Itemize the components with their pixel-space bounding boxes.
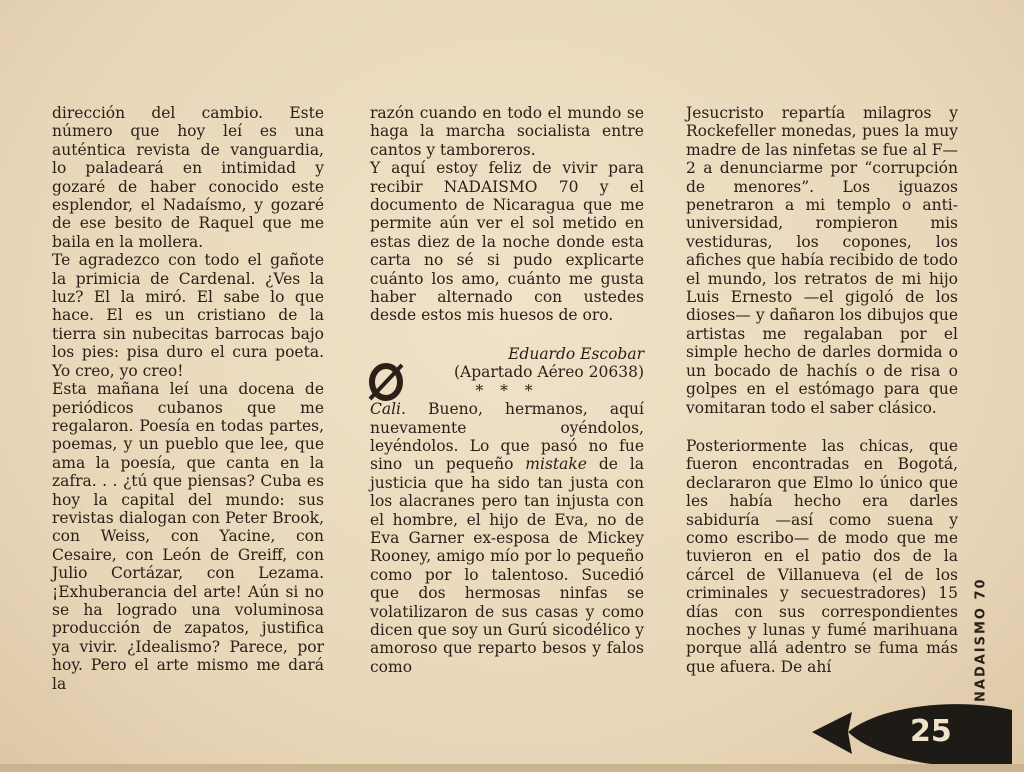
column1-paragraph-2: Te agradezco con todo el gañote la primicia de Cardenal. ¿Ves la luz? El la miró. El sabe lo que hace. El es un cristiano de la tierra sin nubecitas barrocas bajo los pies: pisa duro el cura poeta. Yo creo, yo creo! — [52, 251, 324, 380]
signature-name: Eduardo Escobar — [508, 344, 644, 363]
column1-paragraph-3: Esta mañana leí una docena de periódicos cubanos que me regalaron. Poesía en todas partes, poemas, y un pueblo que lee, que ama la poesía, que canta en la zafra. . . ¿tú que piensas? Cuba es hoy la capital del mundo: sus revistas dialogan con Peter Brook, con Weiss, con Yacine, con Cesaire, con León de Greiff, con Julio Cortázar, con Lezama. ¡Exhuberancia del arte! Aún si no se ha logrado una voluminosa producción de zapatos, justifica ya vivir. ¿Idealismo? Parece, por hoy. Pero el arte mismo me dará la — [52, 380, 324, 693]
nadaismo-logo-icon — [364, 359, 408, 403]
column3-paragraph-1: Jesucristo repartía milagros y Rockefeller monedas, pues la muy madre de las ninfetas se fue al F—2 a denunciarme por “corrupción de menores”. Los iguazos penetraron a mi templo o anti-universidad, rompieron mis vestiduras, los copones, los afiches que había recibido de todo el mundo, los retratos de mi hijo Luis Ernesto —el gigoló de los dioses— y dañaron los dibujos que artistas me regalaban por el simple hecho de darles dormida o un bocado de hachís o de risa o golpes en el estómago para que vomitaran todo el saber clásico. — [686, 104, 958, 417]
column2-paragraph-3-part-b: de la justicia que ha sido tan justa con los alacranes pero tan injusta con el hombre, el hijo de Eva, no de Eva Garner ex-esposa de Mickey Rooney, amigo mío por lo pequeño como por lo talentoso. Sucedió que dos hermosas ninfas se volatilizaron de sus casas y como dicen que soy un Gurú sicodélico y amoroso que reparto besos y falos como — [370, 455, 644, 676]
signature-address: (Apartado Aéreo 20638) — [453, 363, 644, 382]
page-bottom-edge — [0, 764, 1024, 772]
column1-paragraph-1: dirección del cambio. Este número que hoy leí es una auténtica revista de vanguardia, lo paladeará en intimidad y gozaré de haber conocido este esplendor, el Nadaísmo, y gozaré de ese besito de Raquel que me baila en la mollera. — [52, 104, 324, 251]
magazine-title-vertical: NADAISMO 70 — [973, 577, 989, 703]
column2-paragraph-3 — [370, 400, 644, 676]
page-number: 25 — [910, 714, 952, 749]
text-column-3 — [686, 104, 958, 676]
dateline: Cali. — [370, 400, 406, 419]
column2-paragraph-1: razón cuando en todo el mundo se haga la marcha socialista entre cantos y tamboreros. — [370, 104, 644, 159]
column3-paragraph-2: Posteriormente las chicas, que fueron encontradas en Bogotá, declararon que Elmo lo único que les había hecho era darles sabiduría —así como suena y como escribo— de modo que me tuvieron en el patio dos de la cárcel de Villanueva (el de los criminales y secuestradores) 15 días con sus correspondientes noches y lunas y fumé marihuana porque allá adentro se fuma más que afuera. De ahí — [686, 436, 958, 676]
column2-paragraph-2: Y aquí estoy feliz de vivir para recibir NADAISMO 70 y el documento de Nicaragua que me permite aún ver el sol metido en estas diez de la noche donde esta carta no sé si pudo explicarte cuánto los amo, cuánto me gusta haber alternado con ustedes desde estos mis huesos de oro. — [370, 159, 644, 325]
text-column-2 — [370, 104, 644, 676]
text-column-1 — [52, 104, 324, 693]
signature-block — [370, 345, 644, 382]
emphasis-mistake: mistake — [525, 455, 587, 474]
section-separator: * * * — [475, 381, 539, 400]
column2-paragraph-3-part-a: Bueno, hermanos, aquí nuevamente oyéndolos, leyéndolos. Lo que pasó no fue sino un pequeño — [370, 400, 644, 474]
